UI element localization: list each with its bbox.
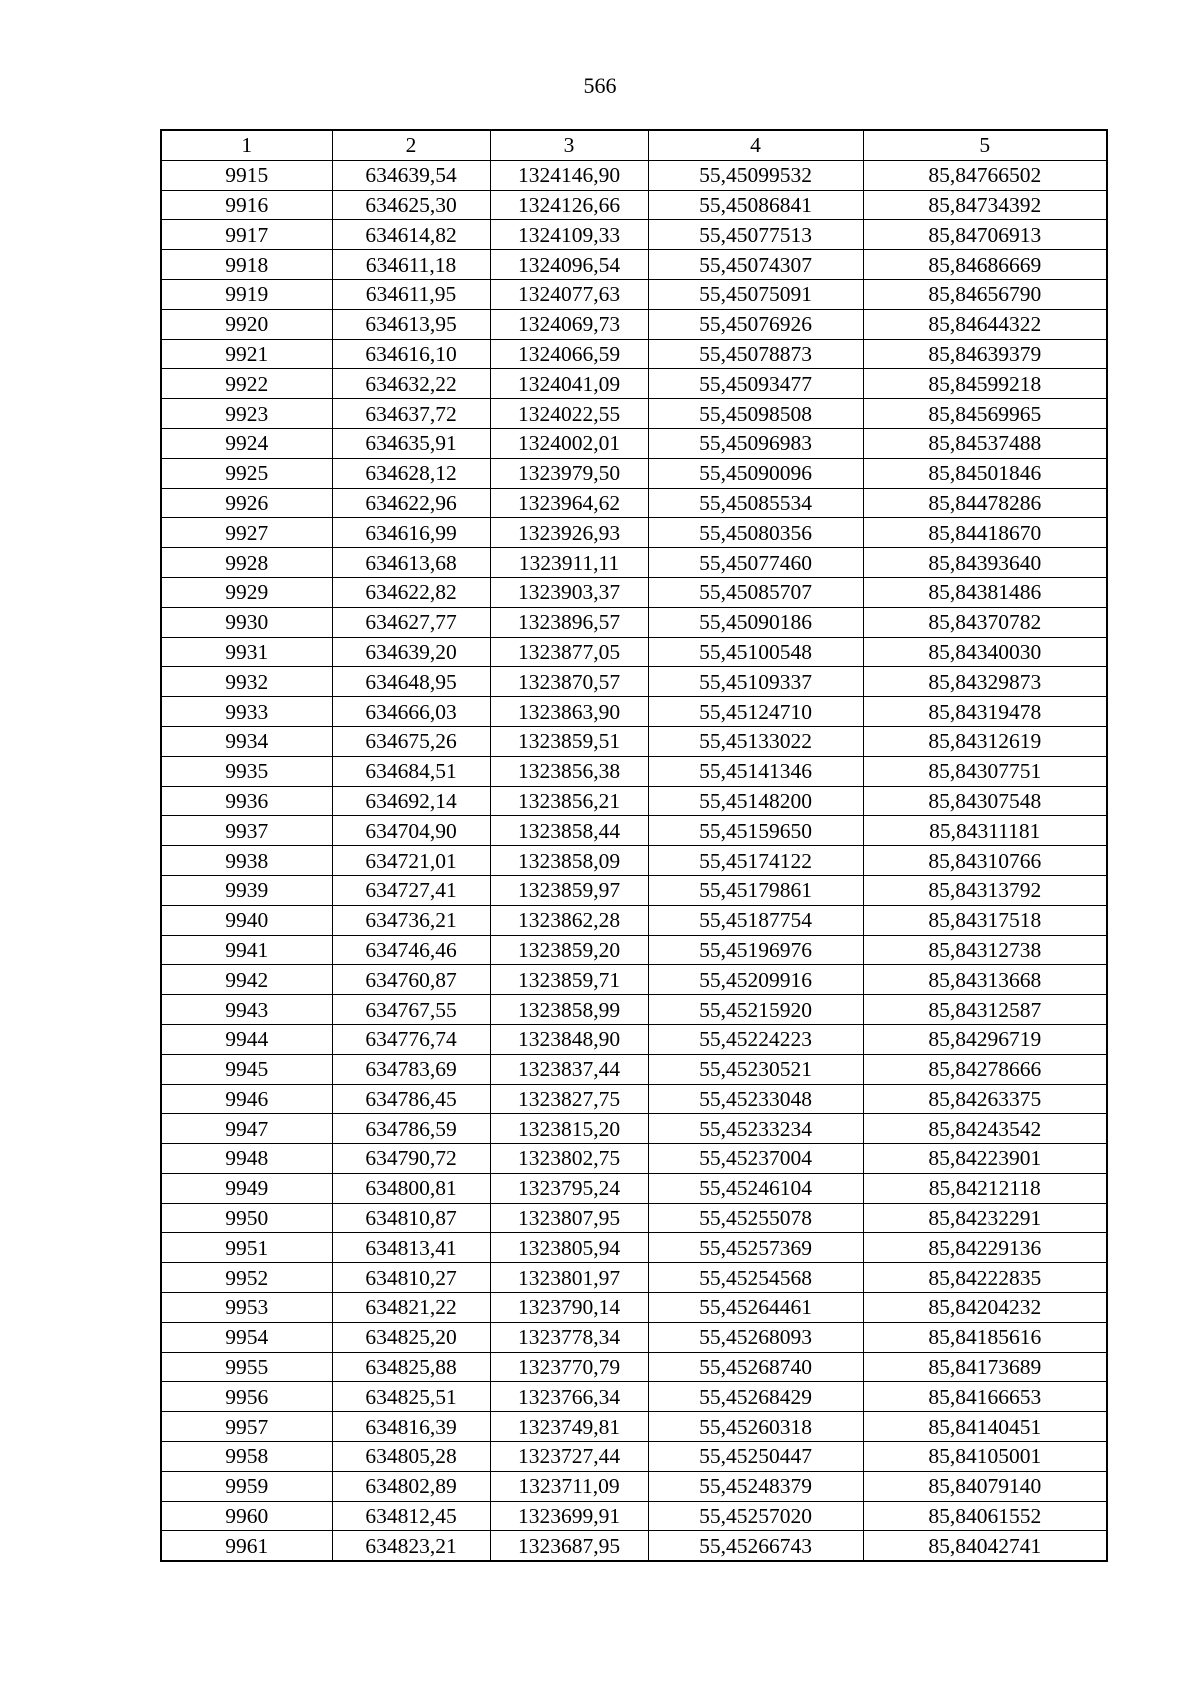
longitude-cell: 85,84381486 [863,577,1107,607]
longitude-cell: 85,84312587 [863,995,1107,1025]
y-coordinate-cell: 1324066,59 [490,339,648,369]
table-row [161,160,1107,190]
latitude-cell: 55,45233048 [648,1084,863,1114]
point-number-cell: 9957 [161,1412,332,1442]
latitude-cell: 55,45255078 [648,1203,863,1233]
latitude-cell: 55,45085534 [648,488,863,518]
y-coordinate-cell: 1323790,14 [490,1293,648,1323]
x-coordinate-cell: 634825,20 [332,1322,490,1352]
latitude-cell: 55,45264461 [648,1293,863,1323]
longitude-cell: 85,84263375 [863,1084,1107,1114]
latitude-cell: 55,45187754 [648,905,863,935]
point-number-cell: 9929 [161,577,332,607]
y-coordinate-cell: 1323896,57 [490,607,648,637]
longitude-cell: 85,84329873 [863,667,1107,697]
table-row [161,1293,1107,1323]
longitude-cell: 85,84393640 [863,548,1107,578]
table-row [161,786,1107,816]
longitude-cell: 85,84639379 [863,339,1107,369]
table-row [161,548,1107,578]
longitude-cell: 85,84061552 [863,1501,1107,1531]
latitude-cell: 55,45074307 [648,250,863,280]
longitude-cell: 85,84232291 [863,1203,1107,1233]
y-coordinate-cell: 1324022,55 [490,399,648,429]
point-number-cell: 9926 [161,488,332,518]
longitude-cell: 85,84319478 [863,697,1107,727]
table-row [161,1203,1107,1233]
x-coordinate-cell: 634628,12 [332,458,490,488]
longitude-cell: 85,84243542 [863,1114,1107,1144]
table-row [161,1084,1107,1114]
x-coordinate-cell: 634611,18 [332,250,490,280]
x-coordinate-cell: 634800,81 [332,1173,490,1203]
latitude-cell: 55,45159650 [648,816,863,846]
x-coordinate-cell: 634805,28 [332,1442,490,1472]
table-row [161,369,1107,399]
y-coordinate-cell: 1323903,37 [490,577,648,607]
longitude-cell: 85,84766502 [863,160,1107,190]
point-number-cell: 9944 [161,1024,332,1054]
y-coordinate-cell: 1323979,50 [490,458,648,488]
table-row [161,1352,1107,1382]
point-number-cell: 9946 [161,1084,332,1114]
y-coordinate-cell: 1323870,57 [490,667,648,697]
longitude-cell: 85,84212118 [863,1173,1107,1203]
table-row [161,399,1107,429]
y-coordinate-cell: 1324002,01 [490,428,648,458]
x-coordinate-cell: 634760,87 [332,965,490,995]
x-coordinate-cell: 634613,68 [332,548,490,578]
point-number-cell: 9958 [161,1442,332,1472]
longitude-cell: 85,84296719 [863,1024,1107,1054]
point-number-cell: 9920 [161,309,332,339]
longitude-cell: 85,84313668 [863,965,1107,995]
point-number-cell: 9952 [161,1263,332,1293]
point-number-cell: 9921 [161,339,332,369]
table-row [161,1501,1107,1531]
table-row [161,1442,1107,1472]
point-number-cell: 9928 [161,548,332,578]
x-coordinate-cell: 634776,74 [332,1024,490,1054]
y-coordinate-cell: 1324126,66 [490,190,648,220]
latitude-cell: 55,45093477 [648,369,863,399]
table-row [161,726,1107,756]
longitude-cell: 85,84311181 [863,816,1107,846]
point-number-cell: 9925 [161,458,332,488]
latitude-cell: 55,45090186 [648,607,863,637]
latitude-cell: 55,45085707 [648,577,863,607]
x-coordinate-cell: 634639,20 [332,637,490,667]
point-number-cell: 9950 [161,1203,332,1233]
point-number-cell: 9960 [161,1501,332,1531]
point-number-cell: 9949 [161,1173,332,1203]
point-number-cell: 9923 [161,399,332,429]
longitude-cell: 85,84166653 [863,1382,1107,1412]
table-row [161,905,1107,935]
point-number-cell: 9938 [161,846,332,876]
point-number-cell: 9915 [161,160,332,190]
point-number-cell: 9945 [161,1054,332,1084]
y-coordinate-cell: 1323856,38 [490,756,648,786]
longitude-cell: 85,84501846 [863,458,1107,488]
point-number-cell: 9956 [161,1382,332,1412]
table-row [161,1024,1107,1054]
longitude-cell: 85,84079140 [863,1471,1107,1501]
x-coordinate-cell: 634666,03 [332,697,490,727]
latitude-cell: 55,45215920 [648,995,863,1025]
point-number-cell: 9954 [161,1322,332,1352]
latitude-cell: 55,45250447 [648,1442,863,1472]
latitude-cell: 55,45209916 [648,965,863,995]
longitude-cell: 85,84173689 [863,1352,1107,1382]
table-row [161,637,1107,667]
longitude-cell: 85,84312738 [863,935,1107,965]
point-number-cell: 9922 [161,369,332,399]
point-number-cell: 9937 [161,816,332,846]
table-row [161,1471,1107,1501]
x-coordinate-cell: 634810,87 [332,1203,490,1233]
y-coordinate-cell: 1323858,99 [490,995,648,1025]
y-coordinate-cell: 1323802,75 [490,1144,648,1174]
latitude-cell: 55,45133022 [648,726,863,756]
point-number-cell: 9932 [161,667,332,697]
latitude-cell: 55,45257369 [648,1233,863,1263]
table-row [161,1412,1107,1442]
x-coordinate-cell: 634616,10 [332,339,490,369]
x-coordinate-cell: 634627,77 [332,607,490,637]
longitude-cell: 85,84644322 [863,309,1107,339]
x-coordinate-cell: 634786,59 [332,1114,490,1144]
x-coordinate-cell: 634611,95 [332,279,490,309]
longitude-cell: 85,84312619 [863,726,1107,756]
y-coordinate-cell: 1323859,20 [490,935,648,965]
x-coordinate-cell: 634613,95 [332,309,490,339]
longitude-cell: 85,84370782 [863,607,1107,637]
latitude-cell: 55,45268429 [648,1382,863,1412]
longitude-cell: 85,84734392 [863,190,1107,220]
longitude-cell: 85,84222835 [863,1263,1107,1293]
y-coordinate-cell: 1324041,09 [490,369,648,399]
y-coordinate-cell: 1323687,95 [490,1531,648,1561]
y-coordinate-cell: 1323766,34 [490,1382,648,1412]
table-row [161,995,1107,1025]
point-number-cell: 9943 [161,995,332,1025]
x-coordinate-cell: 634648,95 [332,667,490,697]
point-number-cell: 9948 [161,1144,332,1174]
longitude-cell: 85,84537488 [863,428,1107,458]
table-row [161,875,1107,905]
column-header-5: 5 [863,130,1107,160]
point-number-cell: 9939 [161,875,332,905]
y-coordinate-cell: 1323795,24 [490,1173,648,1203]
latitude-cell: 55,45077460 [648,548,863,578]
longitude-cell: 85,84229136 [863,1233,1107,1263]
table-row [161,667,1107,697]
table-body [161,160,1107,1561]
table-row [161,309,1107,339]
point-number-cell: 9918 [161,250,332,280]
latitude-cell: 55,45090096 [648,458,863,488]
longitude-cell: 85,84307751 [863,756,1107,786]
longitude-cell: 85,84418670 [863,518,1107,548]
x-coordinate-cell: 634790,72 [332,1144,490,1174]
table-row [161,1233,1107,1263]
page-number: 566 [583,73,617,98]
x-coordinate-cell: 634746,46 [332,935,490,965]
longitude-cell: 85,84307548 [863,786,1107,816]
longitude-cell: 85,84569965 [863,399,1107,429]
point-number-cell: 9935 [161,756,332,786]
x-coordinate-cell: 634812,45 [332,1501,490,1531]
table-row [161,190,1107,220]
y-coordinate-cell: 1323859,97 [490,875,648,905]
latitude-cell: 55,45148200 [648,786,863,816]
y-coordinate-cell: 1323926,93 [490,518,648,548]
y-coordinate-cell: 1323859,51 [490,726,648,756]
x-coordinate-cell: 634816,39 [332,1412,490,1442]
header-row [161,130,1107,160]
longitude-cell: 85,84478286 [863,488,1107,518]
y-coordinate-cell: 1324146,90 [490,160,648,190]
longitude-cell: 85,84185616 [863,1322,1107,1352]
y-coordinate-cell: 1323749,81 [490,1412,648,1442]
latitude-cell: 55,45174122 [648,846,863,876]
longitude-cell: 85,84140451 [863,1412,1107,1442]
x-coordinate-cell: 634637,72 [332,399,490,429]
y-coordinate-cell: 1324077,63 [490,279,648,309]
point-number-cell: 9930 [161,607,332,637]
point-number-cell: 9936 [161,786,332,816]
x-coordinate-cell: 634786,45 [332,1084,490,1114]
x-coordinate-cell: 634810,27 [332,1263,490,1293]
point-number-cell: 9934 [161,726,332,756]
longitude-cell: 85,84317518 [863,905,1107,935]
x-coordinate-cell: 634825,51 [332,1382,490,1412]
x-coordinate-cell: 634802,89 [332,1471,490,1501]
point-number-cell: 9940 [161,905,332,935]
column-header-2: 2 [332,130,490,160]
latitude-cell: 55,45260318 [648,1412,863,1442]
latitude-cell: 55,45077513 [648,220,863,250]
table-row [161,488,1107,518]
longitude-cell: 85,84706913 [863,220,1107,250]
table-row [161,577,1107,607]
latitude-cell: 55,45076926 [648,309,863,339]
table-row [161,1322,1107,1352]
x-coordinate-cell: 634721,01 [332,846,490,876]
coordinates-table [160,129,1108,1562]
latitude-cell: 55,45141346 [648,756,863,786]
table-row [161,816,1107,846]
table-row [161,1263,1107,1293]
table-row [161,518,1107,548]
table-row [161,756,1107,786]
latitude-cell: 55,45109337 [648,667,863,697]
latitude-cell: 55,45099532 [648,160,863,190]
latitude-cell: 55,45268093 [648,1322,863,1352]
x-coordinate-cell: 634692,14 [332,786,490,816]
latitude-cell: 55,45237004 [648,1144,863,1174]
table-header [161,130,1107,160]
y-coordinate-cell: 1323801,97 [490,1263,648,1293]
latitude-cell: 55,45248379 [648,1471,863,1501]
point-number-cell: 9941 [161,935,332,965]
x-coordinate-cell: 634821,22 [332,1293,490,1323]
y-coordinate-cell: 1323911,11 [490,548,648,578]
latitude-cell: 55,45179861 [648,875,863,905]
table-row [161,250,1107,280]
longitude-cell: 85,84204232 [863,1293,1107,1323]
point-number-cell: 9961 [161,1531,332,1561]
longitude-cell: 85,84310766 [863,846,1107,876]
y-coordinate-cell: 1323770,79 [490,1352,648,1382]
x-coordinate-cell: 634704,90 [332,816,490,846]
x-coordinate-cell: 634825,88 [332,1352,490,1382]
table-row [161,846,1107,876]
table-row [161,1382,1107,1412]
table-row [161,428,1107,458]
y-coordinate-cell: 1323805,94 [490,1233,648,1263]
x-coordinate-cell: 634625,30 [332,190,490,220]
point-number-cell: 9933 [161,697,332,727]
longitude-cell: 85,84313792 [863,875,1107,905]
table-row [161,339,1107,369]
column-header-4: 4 [648,130,863,160]
latitude-cell: 55,45233234 [648,1114,863,1144]
point-number-cell: 9927 [161,518,332,548]
x-coordinate-cell: 634823,21 [332,1531,490,1561]
x-coordinate-cell: 634614,82 [332,220,490,250]
latitude-cell: 55,45078873 [648,339,863,369]
y-coordinate-cell: 1324109,33 [490,220,648,250]
y-coordinate-cell: 1323859,71 [490,965,648,995]
x-coordinate-cell: 634632,22 [332,369,490,399]
longitude-cell: 85,84686669 [863,250,1107,280]
y-coordinate-cell: 1323727,44 [490,1442,648,1472]
x-coordinate-cell: 634622,96 [332,488,490,518]
table-row [161,1054,1107,1084]
table-row [161,607,1107,637]
y-coordinate-cell: 1323807,95 [490,1203,648,1233]
point-number-cell: 9959 [161,1471,332,1501]
table-row [161,965,1107,995]
column-header-3: 3 [490,130,648,160]
x-coordinate-cell: 634813,41 [332,1233,490,1263]
longitude-cell: 85,84656790 [863,279,1107,309]
x-coordinate-cell: 634783,69 [332,1054,490,1084]
table-row [161,935,1107,965]
y-coordinate-cell: 1324069,73 [490,309,648,339]
y-coordinate-cell: 1323848,90 [490,1024,648,1054]
table-row [161,1531,1107,1561]
point-number-cell: 9951 [161,1233,332,1263]
y-coordinate-cell: 1323877,05 [490,637,648,667]
y-coordinate-cell: 1323862,28 [490,905,648,935]
y-coordinate-cell: 1323815,20 [490,1114,648,1144]
latitude-cell: 55,45224223 [648,1024,863,1054]
point-number-cell: 9924 [161,428,332,458]
table-row [161,220,1107,250]
point-number-cell: 9917 [161,220,332,250]
y-coordinate-cell: 1323711,09 [490,1471,648,1501]
latitude-cell: 55,45098508 [648,399,863,429]
y-coordinate-cell: 1323858,09 [490,846,648,876]
y-coordinate-cell: 1324096,54 [490,250,648,280]
x-coordinate-cell: 634684,51 [332,756,490,786]
x-coordinate-cell: 634616,99 [332,518,490,548]
y-coordinate-cell: 1323827,75 [490,1084,648,1114]
latitude-cell: 55,45266743 [648,1531,863,1561]
point-number-cell: 9916 [161,190,332,220]
latitude-cell: 55,45075091 [648,279,863,309]
point-number-cell: 9953 [161,1293,332,1323]
y-coordinate-cell: 1323863,90 [490,697,648,727]
y-coordinate-cell: 1323856,21 [490,786,648,816]
point-number-cell: 9955 [161,1352,332,1382]
latitude-cell: 55,45268740 [648,1352,863,1382]
table-row [161,279,1107,309]
x-coordinate-cell: 634635,91 [332,428,490,458]
point-number-cell: 9947 [161,1114,332,1144]
y-coordinate-cell: 1323964,62 [490,488,648,518]
latitude-cell: 55,45230521 [648,1054,863,1084]
latitude-cell: 55,45254568 [648,1263,863,1293]
latitude-cell: 55,45124710 [648,697,863,727]
table-row [161,458,1107,488]
point-number-cell: 9931 [161,637,332,667]
point-number-cell: 9919 [161,279,332,309]
latitude-cell: 55,45080356 [648,518,863,548]
table-row [161,697,1107,727]
y-coordinate-cell: 1323858,44 [490,816,648,846]
longitude-cell: 85,84340030 [863,637,1107,667]
longitude-cell: 85,84042741 [863,1531,1107,1561]
column-header-1: 1 [161,130,332,160]
latitude-cell: 55,45246104 [648,1173,863,1203]
x-coordinate-cell: 634736,21 [332,905,490,935]
longitude-cell: 85,84278666 [863,1054,1107,1084]
x-coordinate-cell: 634675,26 [332,726,490,756]
table-row [161,1144,1107,1174]
table-row [161,1173,1107,1203]
longitude-cell: 85,84105001 [863,1442,1107,1472]
latitude-cell: 55,45100548 [648,637,863,667]
x-coordinate-cell: 634639,54 [332,160,490,190]
y-coordinate-cell: 1323778,34 [490,1322,648,1352]
latitude-cell: 55,45196976 [648,935,863,965]
y-coordinate-cell: 1323837,44 [490,1054,648,1084]
latitude-cell: 55,45086841 [648,190,863,220]
table-row [161,1114,1107,1144]
latitude-cell: 55,45096983 [648,428,863,458]
x-coordinate-cell: 634622,82 [332,577,490,607]
latitude-cell: 55,45257020 [648,1501,863,1531]
y-coordinate-cell: 1323699,91 [490,1501,648,1531]
x-coordinate-cell: 634727,41 [332,875,490,905]
longitude-cell: 85,84599218 [863,369,1107,399]
x-coordinate-cell: 634767,55 [332,995,490,1025]
longitude-cell: 85,84223901 [863,1144,1107,1174]
point-number-cell: 9942 [161,965,332,995]
